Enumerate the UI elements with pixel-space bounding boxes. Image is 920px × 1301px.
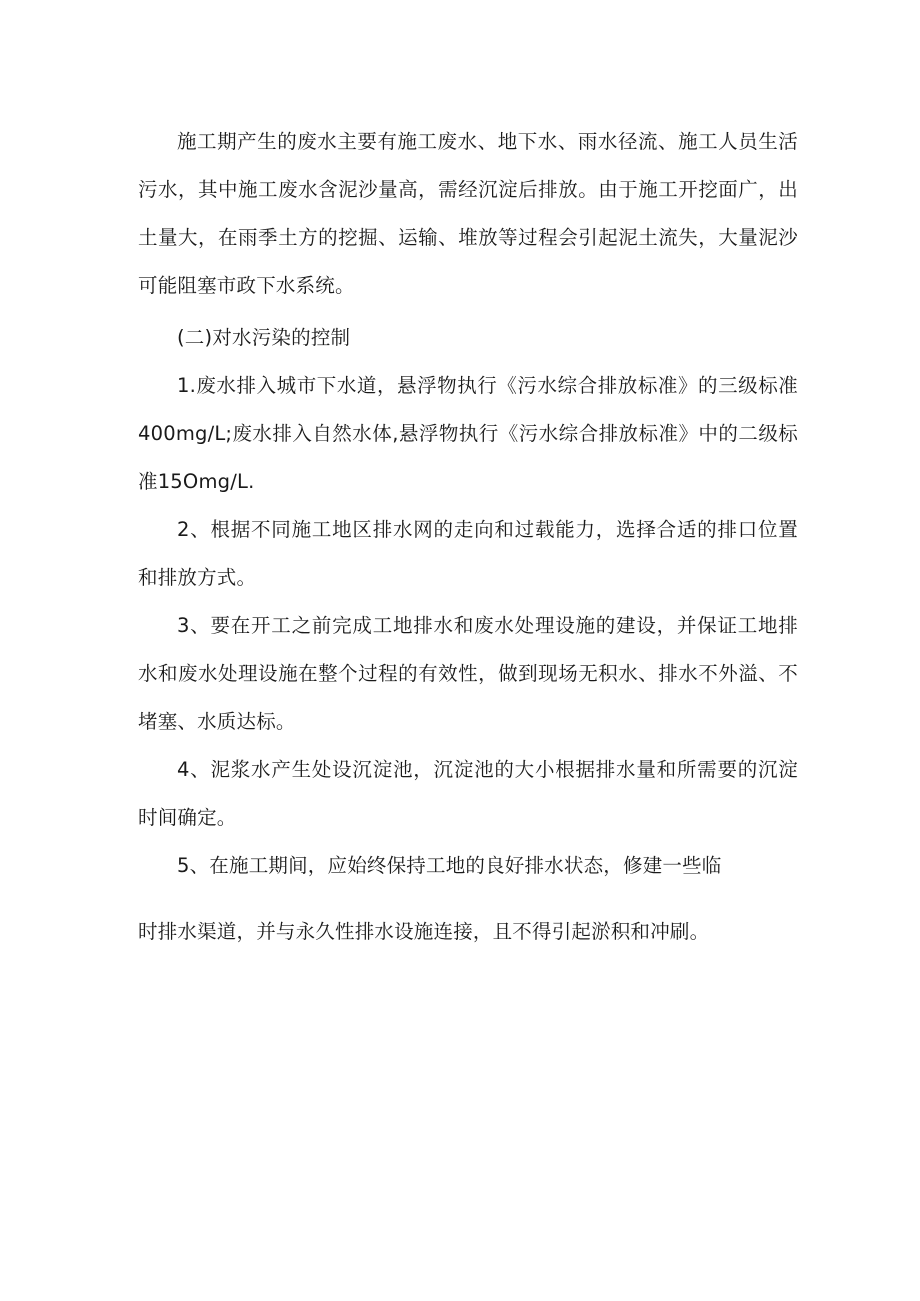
document-body [138, 118, 798, 956]
paragraph-item-5-continued: 时排水渠道，并与永久性排水设施连接，且不得引起淤积和冲刷。 [138, 920, 710, 943]
paragraph-item-5: 5、在施工期间，应始终保持工地的良好排水状态，修建一些临 [177, 854, 722, 877]
paragraph-wastewater-sources: 施工期产生的废水主要有施工废水、地下水、雨水径流、施工人员生活污水，其中施工废水含泥沙量高，需经沉淀后排放。由于施工开挖面广，出土量大，在雨季土方的挖掘、运输、堆放等过程会引起泥土流失，大量泥沙可能阻塞市政下水系统。 [138, 130, 798, 297]
paragraph-item-4: 4、泥浆水产生处设沉淀池，沉淀池的大小根据排水量和所需要的沉淀时间确定。 [138, 758, 798, 829]
paragraph-item-1: 1.废水排入城市下水道，悬浮物执行《污水综合排放标准》的三级标准400mg∕L;废水排入自然水体,悬浮物执行《污水综合排放标准》中的二级标准15Omg∕L. [138, 374, 798, 493]
paragraph-item-3: 3、要在开工之前完成工地排水和废水处理设施的建设，并保证工地排水和废水处理设施在整个过程的有效性，做到现场无积水、排水不外溢、不堵塞、水质达标。 [138, 614, 798, 733]
paragraph-item-2: 2、根据不同施工地区排水网的走向和过载能力，选择合适的排口位置和排放方式。 [138, 518, 798, 589]
section-heading-water-pollution-control: (二)对水污染的控制 [177, 326, 351, 349]
